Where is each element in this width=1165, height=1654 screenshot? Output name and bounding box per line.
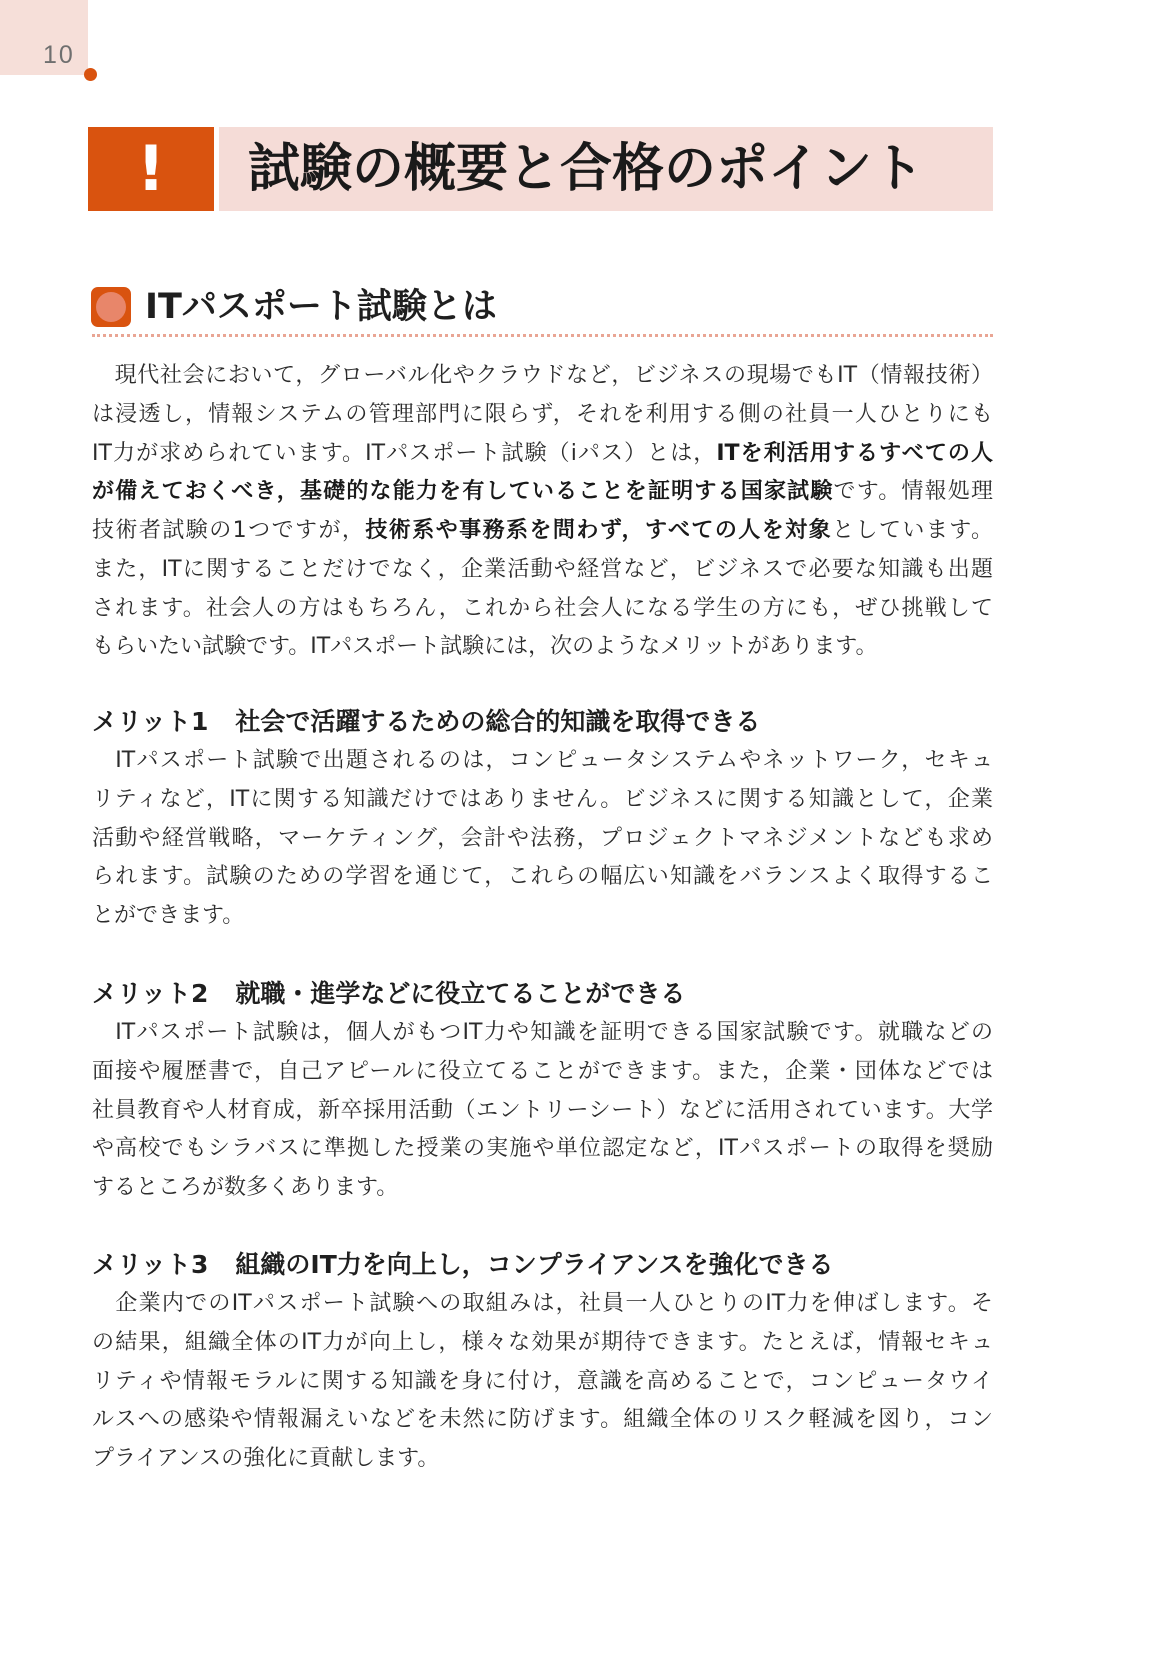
text-line <box>92 1363 993 1402</box>
text-line <box>92 1324 993 1363</box>
chapter-header <box>88 127 993 211</box>
body-text: もらいたい試験です。ITパスポート試験には，次のようなメリットがあります。 <box>92 634 878 660</box>
section-heading <box>91 287 993 327</box>
body-text: 現代社会において，グローバル化やクラウドなど，ビジネスの現場でもIT（情報技術） <box>92 363 993 388</box>
merit-heading <box>92 973 993 1014</box>
merit-heading <box>92 701 993 742</box>
merit-paragraph <box>92 1014 993 1208</box>
text-line <box>92 820 993 859</box>
exclamation-mark: ! <box>136 132 166 205</box>
emphasized-text: 技術系や事務系を問わず，すべての人を対象 <box>365 518 833 543</box>
section-bullet-icon <box>91 287 131 327</box>
text-line <box>92 473 993 512</box>
section-bullet-inner-circle <box>96 292 126 322</box>
body-text: ITパスポート試験で出題されるのは，コンピュータシステムやネットワーク，セキュ <box>92 748 993 773</box>
dotted-divider <box>92 334 993 337</box>
text-line <box>92 897 993 936</box>
emphasized-text: ITを利活用するすべての人 <box>716 440 993 466</box>
body-text: 面接や履歴書で，自己アピールに役立てることができます。また，企業・団体などでは <box>92 1058 993 1084</box>
merit-title: 社会で活躍するための総合的知識を取得できる <box>235 707 761 736</box>
text-line <box>92 396 993 435</box>
merit-label: メリット1 <box>92 707 209 736</box>
body-text: や高校でもシラバスに準拠した授業の実施や単位認定など，ITパスポートの取得を奨励 <box>92 1136 993 1162</box>
text-line <box>92 1130 993 1169</box>
body-text: プライアンスの強化に貢献します。 <box>92 1446 440 1471</box>
body-text: ルスへの感染や情報漏えいなどを未然に防げます。組織全体のリスク軽減を図り，コン <box>92 1407 993 1433</box>
body-text: IT力が求められています。ITパスポート試験（iパス）とは， <box>92 440 717 466</box>
page-dot <box>84 68 97 81</box>
merit-section-1 <box>92 701 993 936</box>
body-text: の結果，組織全体のIT力が向上し，様々な効果が期待できます。たとえば，情報セキュ <box>92 1329 993 1355</box>
merit-label: メリット3 <box>92 1250 209 1279</box>
merit-title: 組織のIT力を向上し，コンプライアンスを強化できる <box>235 1250 834 1279</box>
text-line <box>92 781 993 820</box>
page-number: 10 <box>43 41 75 69</box>
text-line <box>92 512 993 551</box>
body-text: とができます。 <box>92 903 245 928</box>
text-line <box>92 590 993 629</box>
body-text: です。情報処理 <box>833 479 993 505</box>
text-line <box>92 628 993 667</box>
body-text: 企業内でのITパスポート試験への取組みは，社員一人ひとりのIT力を伸ばします。そ <box>92 1291 993 1316</box>
merit-section-2 <box>92 973 993 1208</box>
body-text: ITパスポート試験は，個人がもつIT力や知識を証明できる国家試験です。就職などの <box>92 1020 993 1045</box>
merit-label: メリット2 <box>92 979 209 1008</box>
body-text: 社員教育や人材育成，新卒採用活動（エントリーシート）などに活用されています。大学 <box>92 1097 993 1123</box>
chapter-mark <box>88 127 214 211</box>
body-text: リティや情報モラルに関する知識を身に付け，意識を高めることで，コンピュータウイ <box>92 1368 993 1394</box>
section-title: ITパスポート試験とは <box>145 287 497 327</box>
text-line <box>92 858 993 897</box>
merit-title: 就職・進学などに役立てることができる <box>235 979 686 1008</box>
emphasized-text: が備えておくべき，基礎的な能力を有していることを証明する国家試験 <box>92 479 834 505</box>
merit-section-3 <box>92 1244 993 1479</box>
text-line <box>92 551 993 590</box>
text-line <box>92 742 993 781</box>
body-text: されます。社会人の方はもちろん，これから社会人になる学生の方にも，ぜひ挑戦して <box>92 595 993 621</box>
text-line <box>92 435 993 474</box>
text-line <box>92 1053 993 1092</box>
text-line <box>92 1401 993 1440</box>
text-line <box>92 1169 993 1208</box>
body-text: リティなど，ITに関する知識だけではありません。ビジネスに関する知識として，企業 <box>92 786 993 812</box>
page-number-tab <box>0 0 88 75</box>
text-line <box>92 1285 993 1324</box>
chapter-title: 試験の概要と合格のポイント <box>248 139 925 199</box>
intro-paragraph <box>92 357 993 667</box>
text-line <box>92 1440 993 1479</box>
body-text: するところが数多くあります。 <box>92 1175 399 1200</box>
merit-paragraph <box>92 1285 993 1479</box>
merit-heading <box>92 1244 993 1285</box>
body-text: 活動や経営戦略，マーケティング，会計や法務，プロジェクトマネジメントなども求め <box>92 825 993 851</box>
body-text: られます。試験のための学習を通じて，これらの幅広い知識をバランスよく取得するこ <box>92 864 993 890</box>
body-text: としています。 <box>832 518 993 543</box>
body-text: また，ITに関することだけでなく，企業活動や経営など，ビジネスで必要な知識も出題 <box>92 556 993 582</box>
body-text: は浸透し，情報システムの管理部門に限らず，それを利用する側の社員一人ひとりにも <box>92 401 993 427</box>
text-line <box>92 1092 993 1131</box>
chapter-title-band <box>219 127 993 211</box>
text-line <box>92 357 993 396</box>
merit-paragraph <box>92 742 993 936</box>
body-text: 技術者試験の1つですが， <box>92 518 366 543</box>
text-line <box>92 1014 993 1053</box>
